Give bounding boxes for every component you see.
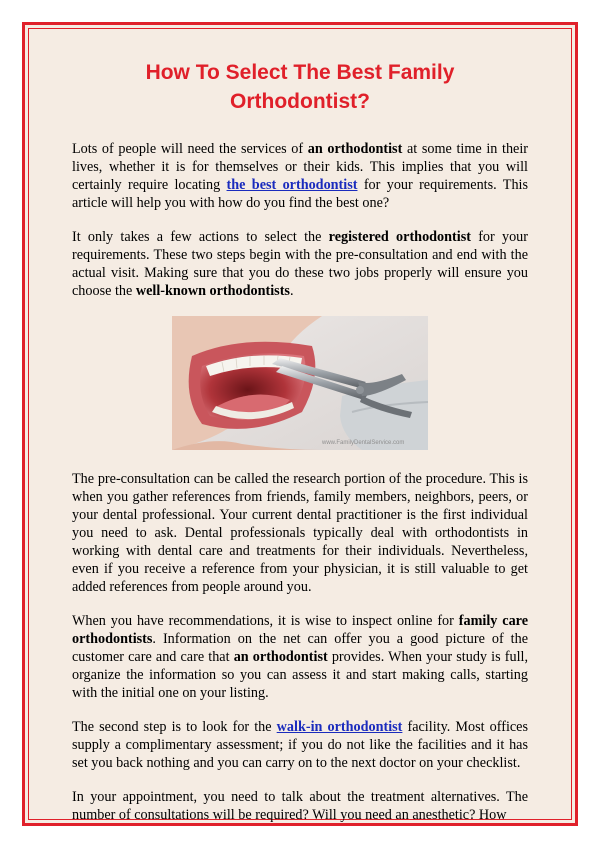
paragraph-1 xyxy=(72,140,528,212)
p4-bold-2: an orthodontist xyxy=(233,649,328,665)
p4-text-a: When you have recommendations, it is wise to inspect online for xyxy=(72,613,459,629)
p5-text-a: The second step is to look for the xyxy=(72,719,277,735)
p1-bold-1: an orthodontist xyxy=(307,141,403,157)
paragraph-4 xyxy=(72,612,528,702)
p1-text-d: for your requirements. This article will help you with how do you find the best one? xyxy=(72,177,528,211)
p5-text-b: facility. Most offices supply a complimentary assessment; if you do not like the facilities and it has set you back nothing and you can carry on to the next doctor on your checklist. xyxy=(72,719,528,771)
dental-photo xyxy=(172,316,428,450)
article xyxy=(72,58,528,840)
paragraph-5 xyxy=(72,718,528,772)
p4-bold-1: family care orthodontists xyxy=(72,613,529,647)
p1-text-a: Lots of people will need the services of xyxy=(72,141,308,157)
p2-text-d: . xyxy=(289,283,294,299)
page-title xyxy=(72,58,528,116)
p4-text-d: provides. When your study is full, organize the information so you can assess it and start making calls, starting with the initial one on your listing. xyxy=(72,649,529,701)
p2-text-c: for your requirements. These two steps begin with the pre-consultation and end with the actual visit. Making sure that you do these two jobs properly will ensure you choose the xyxy=(72,229,528,299)
walk-in-orthodontist-link[interactable]: walk-in orthodontist xyxy=(276,719,403,735)
photo-watermark: www.FamilyDentalService.com xyxy=(322,440,405,446)
title-line-2: Orthodontist? xyxy=(230,90,370,113)
best-orthodontist-link[interactable]: the best orthodontist xyxy=(226,177,358,193)
p4-text-c: . Information on the net can offer you a good picture of the customer care and care that xyxy=(72,631,528,665)
p1-text-c: at some time in their lives, whether it is for themselves or their kids. This implies that you will certainly require locating xyxy=(72,141,529,193)
paragraph-6: In your appointment, you need to talk about the treatment alternatives. The number of consultations will be required? Will you need an anesthetic? How xyxy=(72,789,528,823)
dental-exam-photo-icon xyxy=(172,316,428,450)
paragraph-3: The pre-consultation can be called the research portion of the procedure. This is when you gather references from friends, family members, neighbors, peers, or your dental professional. Your current dental practitioner is the first individual you need to ask. Dental professionals typically deal with orthodontists in working with dental care and treatments for their individuals. Nevertheless, even if you receive a reference from your physician, it is still valuable to get added references from people around you. xyxy=(72,471,528,595)
p2-text-a: It only takes a few actions to select the xyxy=(72,229,329,245)
p2-bold-2: well-known orthodontists xyxy=(135,283,290,299)
p2-bold-1: registered orthodontist xyxy=(328,229,471,245)
title-line-1: How To Select The Best Family xyxy=(145,61,455,84)
paragraph-2 xyxy=(72,228,528,300)
